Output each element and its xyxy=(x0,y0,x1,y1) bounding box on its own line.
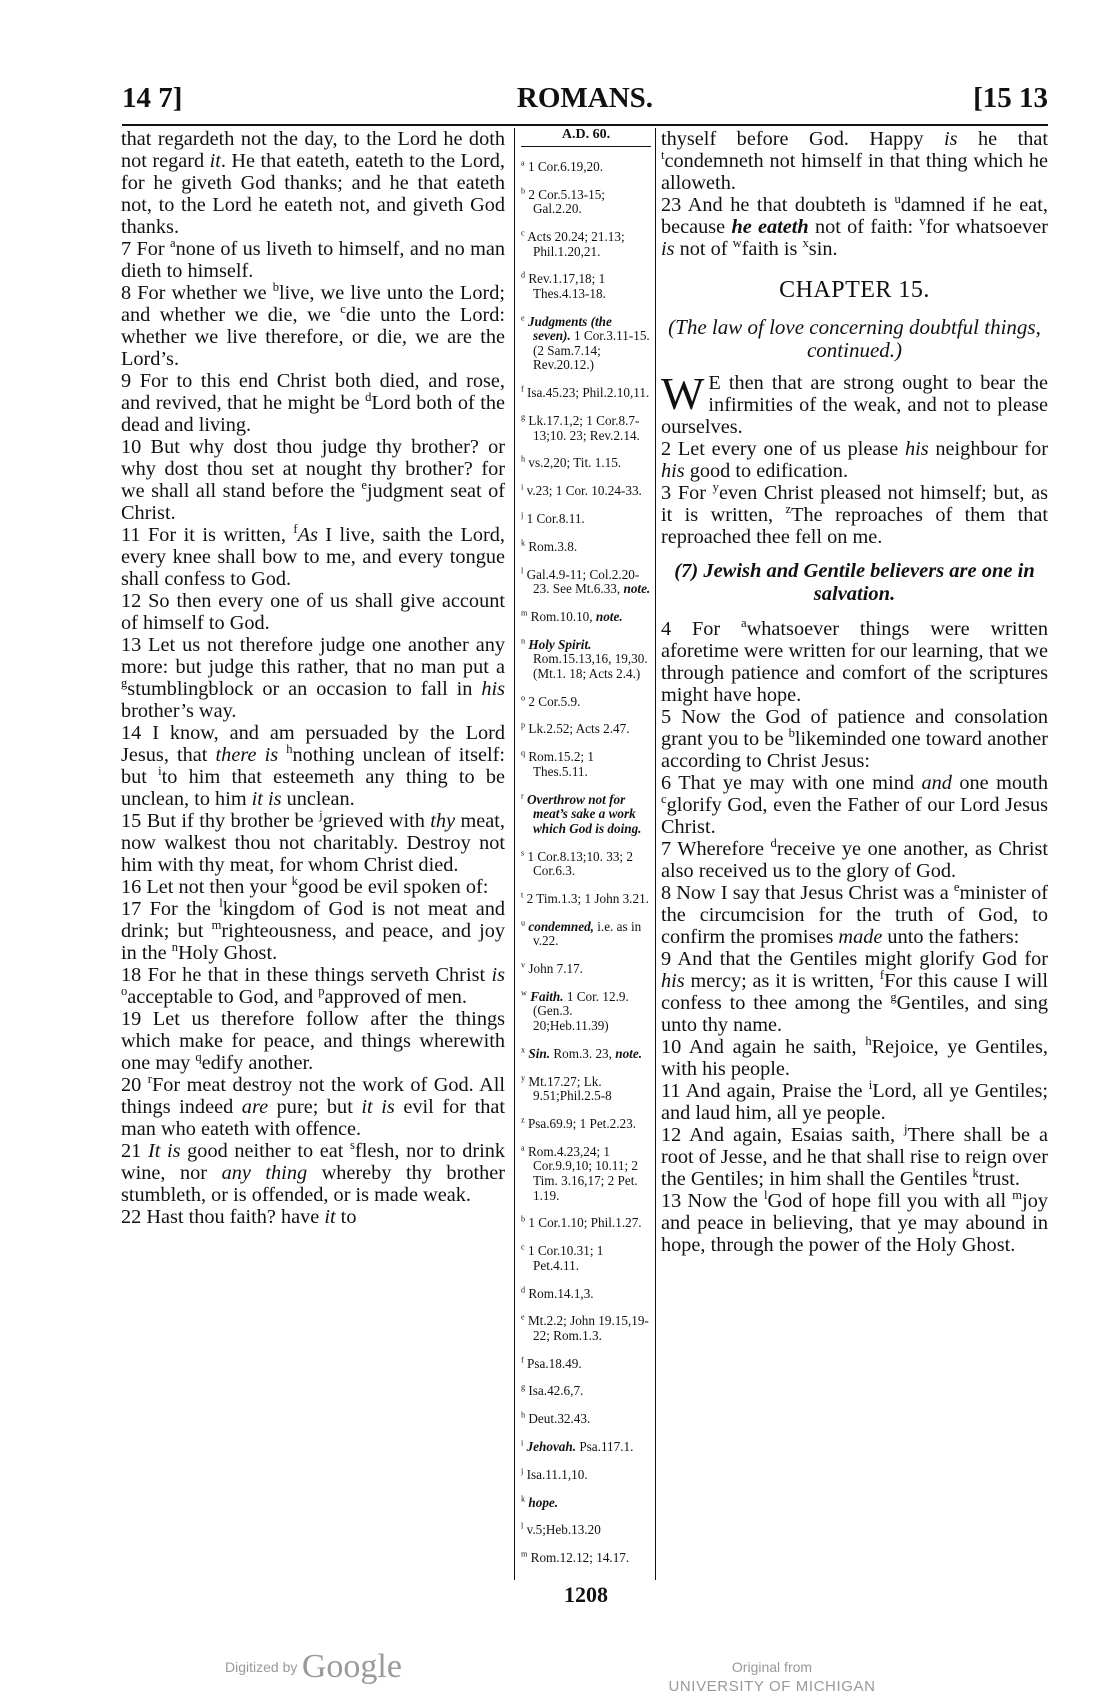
reference-list xyxy=(521,160,651,1566)
reference-item: $^c$ 1 Cor.10.31; 1 Pet.4.11. xyxy=(521,1242,604,1273)
university-label: UNIVERSITY OF MICHIGAN xyxy=(668,1678,876,1695)
drop-cap: W xyxy=(661,368,705,419)
verse-paragraph: 14 I know, and am persuaded by the Lord Jesus, that there is $^h$nothing unclean of itself: but $^i$to him that esteemeth any thing to be unclean, to him it is unclean. xyxy=(121,722,505,810)
verse-paragraph: 17 For the $^l$kingdom of God is not meat and drink; but $^m$righteousness, and peace, and joy in the $^n$Holy Ghost. xyxy=(121,896,505,964)
reference-item: $^m$ Rom.12.12; 14.17. xyxy=(521,1549,630,1566)
verse-paragraph: 7 For $^a$none of us liveth to himself, and no man dieth to himself. xyxy=(121,236,505,282)
running-header xyxy=(122,80,1048,126)
reference-item: $^k$ Rom.3.8. xyxy=(521,538,578,554)
reference-item: $^e$ Mt.2.2; John 19.15,19-22; Rom.1.3. xyxy=(521,1312,649,1343)
page-number: 1208 xyxy=(564,1582,608,1607)
reference-item: $^j$ 1 Cor.8.11. xyxy=(521,510,585,526)
reference-item: $^f$ Isa.45.23; Phil.2.10,11. xyxy=(521,384,650,401)
verse-paragraph: 11 And again, Praise the $^i$Lord, all ye Gentiles; and laud him, all ye people. xyxy=(661,1078,1048,1124)
verse-paragraph: 22 Hast thou faith? have it to xyxy=(121,1206,357,1228)
verse-paragraph: 6 That ye may with one mind and one mouth $^c$glorify God, even the Father of our Lord Jesus Christ. xyxy=(661,772,1048,838)
digitized-credit xyxy=(225,1648,402,1686)
header-right-ref: [15 13 xyxy=(973,82,1048,114)
verse-paragraph: 11 For it is written, $^f$As I live, saith the Lord, every knee shall bow to me, and every tongue shall confess to God. xyxy=(121,522,505,590)
reference-item: $^h$ Deut.32.43. xyxy=(521,1410,591,1427)
verse-paragraph: 10 And again he saith, $^h$Rejoice, ye Gentiles, with his people. xyxy=(661,1034,1048,1080)
header-left-ref: 14 7] xyxy=(122,82,183,114)
reference-item: $^g$ Isa.42.6,7. xyxy=(521,1383,584,1399)
reference-item: $^v$ John 7.17. xyxy=(521,960,583,977)
reference-item: $^t$ 2 Tim.1.3; 1 John 3.21. xyxy=(521,890,649,906)
verse-paragraph: 10 But why dost thou judge thy brother? or why dost thou set at nought thy brother? for we shall all stand before the $^e$judgment seat of Christ. xyxy=(121,436,505,524)
left-text-column xyxy=(121,128,505,1228)
reference-item: $^p$ Lk.2.52; Acts 2.47. xyxy=(521,721,630,737)
reference-item: $^z$ Psa.69.9; 1 Pet.2.23. xyxy=(521,1115,637,1131)
verse-paragraph: 12 So then every one of us shall give account of himself to God. xyxy=(121,590,505,634)
reference-item: $^m$ Rom.10.10, note. xyxy=(521,608,623,624)
reference-item: $^b$ 1 Cor.1.10; Phil.1.27. xyxy=(521,1214,642,1231)
reference-item: $^g$ Lk.17.1,2; 1 Cor.8.7-13;10. 23; Rev.2.14. xyxy=(521,412,640,443)
verse-paragraph: 19 Let us therefore follow after the things which make for peace, and things wherewith one may $^q$edify another. xyxy=(121,1008,505,1074)
verse-paragraph: 8 Now I say that Jesus Christ was a $^e$minister of the circumcision for the truth of God, to confirm the promises made unto the fathers: xyxy=(661,880,1048,948)
verse-paragraph: 3 For $^y$even Christ pleased not himself; but, as it is written, $^z$The reproaches of them that reproached thee fell on me. xyxy=(661,480,1048,548)
reference-item: $^o$ 2 Cor.5.9. xyxy=(521,693,581,709)
verse-paragraph: 16 Let not then your $^k$good be evil spoken of: xyxy=(121,874,489,898)
reference-item: $^l$ v.5;Heb.13.20 xyxy=(521,1521,601,1538)
reference-item: $^i$ Jehovah. Psa.117.1. xyxy=(521,1438,634,1454)
margin-references xyxy=(521,128,651,1578)
verses-2-3 xyxy=(661,438,1048,548)
verse-paragraph: 13 Now the $^l$God of hope fill you with all $^m$joy and peace in believing, that ye may abound in hope, through the power of the Holy Ghost. xyxy=(661,1188,1048,1256)
reference-item: $^j$ Isa.11.1,10. xyxy=(521,1466,588,1482)
verse-paragraph: 9 And that the Gentiles might glorify God for his mercy; as it is written, $^f$For this cause I will confess to thee among the $^g$Gentiles, and sing unto thy name. xyxy=(661,948,1048,1036)
verse-paragraph: 4 For $^a$whatsoever things were written aforetime were written for our learning, that we through patience and comfort of the scriptures might have hope. xyxy=(661,616,1048,706)
reference-item: $^r$ Overthrow not for meat’s sake a work which God is doing. xyxy=(521,791,642,836)
verse-paragraph: 9 For to this end Christ both died, and rose, and revived, that he might be $^d$Lord both of the dead and living. xyxy=(121,370,505,436)
right-text-column xyxy=(661,128,1048,1256)
verse-paragraph: 5 Now the God of patience and consolation grant you to be $^b$likeminded one toward another according to Christ Jesus: xyxy=(661,706,1048,772)
era-label: A.D. 60. xyxy=(521,128,651,147)
reference-item: $^f$ Psa.18.49. xyxy=(521,1355,582,1371)
reference-item: $^x$ Sin. Rom.3. 23, note. xyxy=(521,1045,642,1061)
chapter-subtitle: (The law of love concerning doubtful things, continued.) xyxy=(668,315,1041,362)
reference-item: $^s$ 1 Cor.8.13;10. 33; 2 Cor.6.3. xyxy=(521,848,633,879)
original-source xyxy=(662,1658,882,1696)
reference-item: $^h$ vs.2,20; Tit. 1.15. xyxy=(521,455,622,471)
verse-paragraph: 8 For whether we $^b$live, we live unto the Lord; and whether we die, we $^c$die unto the Lord: whether we live therefore, or die, we are the Lord’s. xyxy=(121,280,505,370)
reference-item: $^i$ v.23; 1 Cor. 10.24-33. xyxy=(521,482,642,499)
header-book-title: ROMANS. xyxy=(516,82,654,114)
column-rule-right xyxy=(655,128,656,1580)
verse-1 xyxy=(661,368,1048,438)
reference-item: $^q$ Rom.15.2; 1 Thes.5.11. xyxy=(521,748,594,779)
reference-item: $^a$ 1 Cor.6.19,20. xyxy=(521,158,604,174)
reference-item: $^c$ Acts 20.24; 21.13; Phil.1.20,21. xyxy=(521,228,625,259)
verse-paragraph: 21 It is good neither to eat $^s$flesh, nor to drink wine, nor any thing whereby thy brother stumbleth, or is offended, or is made weak. xyxy=(121,1138,505,1206)
reference-item: $^w$ Faith. 1 Cor. 12.9. (Gen.3. 20;Heb.11.39) xyxy=(521,988,629,1034)
verse-paragraph: 12 And again, Esaias saith, $^j$There shall be a root of Jesse, and he that shall rise to reign over the Gentiles; in him shall the Gentiles $^k$trust. xyxy=(661,1122,1048,1190)
reference-item: $^n$ Holy Spirit. Rom.15.13,16, 19,30. (Mt.1. 18; Acts 2.4.) xyxy=(521,636,648,681)
digitized-label: Digitized by xyxy=(225,1659,298,1675)
verses-4-13 xyxy=(661,618,1048,1256)
section-heading: (7) Jewish and Gentile believers are one in salvation. xyxy=(674,560,1035,605)
verse-paragraph: 18 For he that in these things serveth Christ is $^o$acceptable to God, and $^p$approved of men. xyxy=(121,964,505,1008)
verse-paragraph: thyself before God. Happy is he that $^t$condemneth not himself in that thing which he alloweth. xyxy=(661,128,1048,194)
verse-paragraph: 13 Let us not therefore judge one another any more: but judge this rather, that no man put a $^g$stumblingblock or an occasion to fall in his brother’s way. xyxy=(121,634,505,722)
reference-item: $^k$ hope. xyxy=(521,1494,559,1510)
reference-item: $^d$ Rev.1.17,18; 1 Thes.4.13-18. xyxy=(521,270,606,301)
verse-paragraph: 20 $^r$For meat destroy not the work of God. All things indeed are pure; but it is evil for that man who eateth with offence. xyxy=(121,1072,505,1140)
google-logo: Google xyxy=(301,1648,402,1685)
reference-item: $^a$ Rom.4.23,24; 1 Cor.9.9,10; 10.11; 2 Tim. 3.16,17; 2 Pet. 1.19. xyxy=(521,1143,639,1203)
verse-1-text: E then that are strong ought to bear the infirmities of the weak, and not to please ourselves. xyxy=(661,372,1048,438)
verse-paragraph: 2 Let every one of us please his neighbour for his good to edification. xyxy=(661,438,1048,482)
reference-item: $^u$ condemned, i.e. as in v.22. xyxy=(521,918,642,949)
reference-item: $^d$ Rom.14.1,3. xyxy=(521,1285,594,1301)
column-rule-left xyxy=(514,128,515,1580)
reference-item: $^y$ Mt.17.27; Lk. 9.51;Phil.2.5-8 xyxy=(521,1073,612,1104)
original-from-label: Original from xyxy=(731,1659,813,1675)
chapter14-end xyxy=(661,128,1048,260)
verse-paragraph: 15 But if thy brother be $^j$grieved with thy meat, now walkest thou not charitably. Destroy not him with thy meat, for whom Christ died. xyxy=(121,808,505,876)
chapter-title: CHAPTER 15. xyxy=(779,277,930,303)
reference-item: $^e$ Judgments (the seven). 1 Cor.3.11-15. (2 Sam.7.14; Rev.20.12.) xyxy=(521,313,650,373)
verse-paragraph: 7 Wherefore $^d$receive ye one another, as Christ also received us to the glory of God. xyxy=(661,836,1048,882)
verse-paragraph: that regardeth not the day, to the Lord he doth not regard it. He that eateth, eateth to the Lord, for he giveth God thanks; and he that eateth not, to the Lord he eateth not, and giveth God thanks. xyxy=(121,128,505,238)
verse-paragraph: 23 And he that doubteth is $^u$damned if he eat, because he eateth not of faith: $^v$for whatsoever is not of $^w$faith is $^x$sin. xyxy=(661,192,1048,260)
reference-item: $^l$ Gal.4.9-11; Col.2.20-23. See Mt.6.33, note. xyxy=(521,566,651,597)
reference-item: $^b$ 2 Cor.5.13-15; Gal.2.20. xyxy=(521,186,605,217)
